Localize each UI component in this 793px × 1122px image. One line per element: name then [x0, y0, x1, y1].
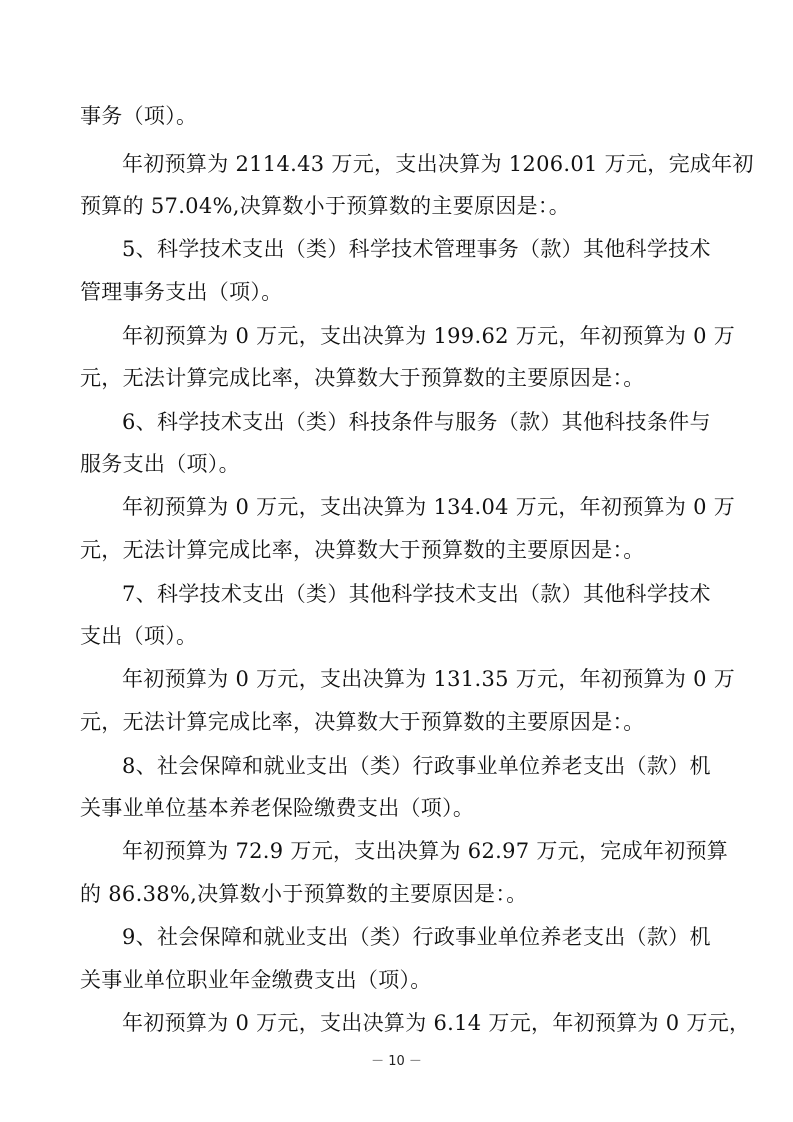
text-line: 年初预算为 72.9 万元，支出决算为 62.97 万元，完成年初预算: [122, 839, 729, 863]
text-line: 预算的 57.04%,决算数小于预算数的主要原因是：。: [80, 194, 571, 218]
text-line: 6、科学技术支出（类）科技条件与服务（款）其他科技条件与: [122, 410, 711, 434]
page-number: － 10 －: [371, 1054, 422, 1069]
text-line: 年初预算为 0 万元，支出决算为 131.35 万元，年初预算为 0 万: [122, 667, 736, 691]
text-line: 元，无法计算完成比率，决算数大于预算数的主要原因是：。: [80, 538, 645, 562]
text-line: 服务支出（项）。: [80, 452, 240, 476]
text-line: 关事业单位基本养老保险缴费支出（项）。: [80, 796, 475, 820]
text-line: 元，无法计算完成比率，决算数大于预算数的主要原因是：。: [80, 366, 645, 390]
text-line: 管理事务支出（项）。: [80, 280, 283, 304]
text-line: 7、科学技术支出（类）其他科学技术支出（款）其他科学技术: [122, 582, 711, 606]
text-line: 关事业单位职业年金缴费支出（项）。: [80, 968, 432, 992]
text-line: 年初预算为 0 万元，支出决算为 134.04 万元，年初预算为 0 万: [122, 495, 736, 519]
text-line: 的 86.38%,决算数小于预算数的主要原因是：。: [80, 882, 528, 906]
text-line: 年初预算为 0 万元，支出决算为 6.14 万元，年初预算为 0 万元，: [122, 1011, 751, 1035]
text-line: 9、社会保障和就业支出（类）行政事业单位养老支出（款）机: [122, 925, 711, 949]
text-line: 元，无法计算完成比率，决算数大于预算数的主要原因是：。: [80, 710, 645, 734]
text-line: 5、科学技术支出（类）科学技术管理事务（款）其他科学技术: [122, 237, 711, 261]
text-line: 事务（项）。: [80, 104, 198, 128]
text-line: 年初预算为 2114.43 万元，支出决算为 1206.01 万元，完成年初: [122, 152, 754, 176]
text-line: 年初预算为 0 万元，支出决算为 199.62 万元，年初预算为 0 万: [122, 324, 736, 348]
text-line: 8、社会保障和就业支出（类）行政事业单位养老支出（款）机: [122, 754, 711, 778]
text-line: 支出（项）。: [80, 624, 198, 648]
